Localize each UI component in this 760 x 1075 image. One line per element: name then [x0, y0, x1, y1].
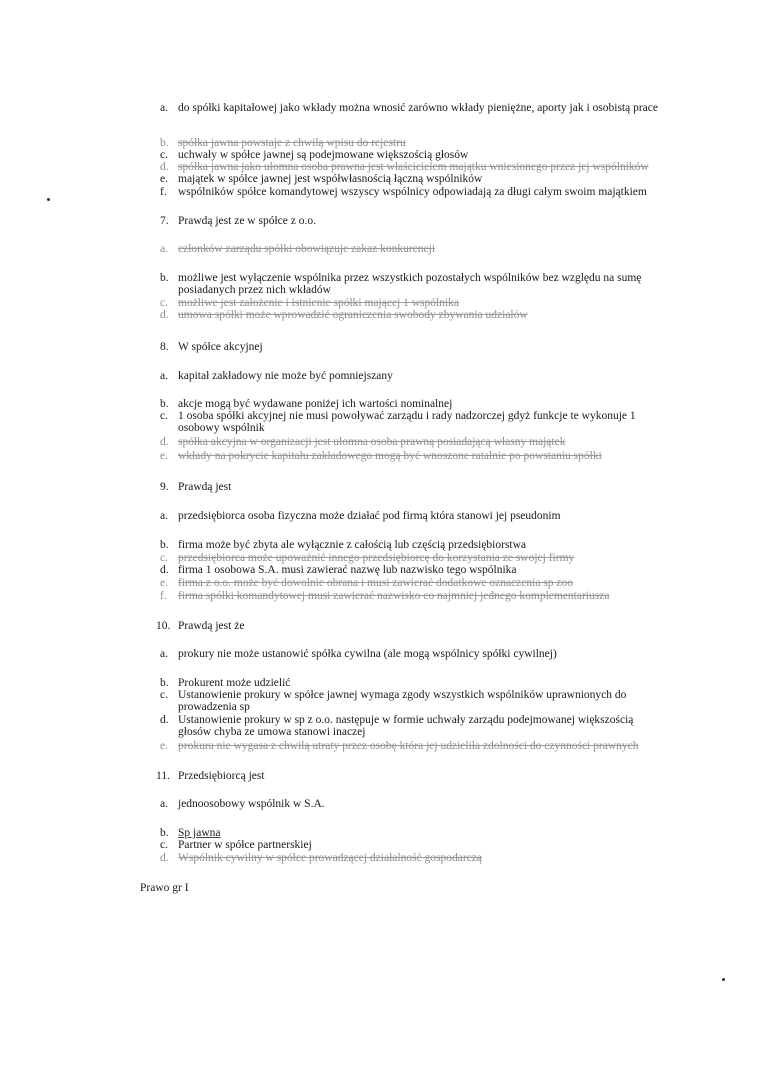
list-item: c. przedsiębiorca może upoważnić innego przedsiębiorcę do korzystania ze swojej firmy [160, 552, 575, 564]
list-item-continuation: posiadanych przez nich wkładów [178, 284, 331, 296]
list-item: d. umowa spółki może wprowadzić ograniczenia swobody zbywania udziałów [160, 309, 528, 321]
list-item: b. spółka jawna powstaje z chwilą wpisu do rejestru [160, 137, 406, 149]
list-item: e. majątek w spółce jawnej jest współwłasnością łączną wspólników [160, 173, 483, 185]
list-item: c. uchwały w spółce jawnej są podejmowane większością głosów [160, 149, 469, 161]
question-heading: 11. Przedsiębiorcą jest [156, 770, 265, 782]
list-item: e. firma z o.o. może być dowolnie obrana i musi zawierać dodatkowe oznaczenia sp zoo [160, 577, 573, 589]
list-item: d. Ustanowienie prokury w sp z o.o. następuje w formie uchwały zarządu podejmowanej większością [160, 714, 634, 726]
question-heading: 8. W spółce akcyjnej [160, 341, 263, 353]
scan-speck [722, 978, 725, 981]
question-heading: 7. Prawdą jest ze w spółce z o.o. [160, 215, 316, 227]
list-item: d. Wspólnik cywilny w spółce prowadzącej działalność gospodarczą [160, 852, 483, 864]
list-item: b. firma może być zbyta ale wyłącznie z całością lub częścią przedsiębiorstwa [160, 539, 527, 551]
question-heading: 9. Prawdą jest [160, 481, 232, 493]
list-item: f. wspólników spółce komandytowej wszyscy wspólnicy odpowiadają za długi całym swoim majątkiem [160, 186, 647, 198]
question-heading: 10. Prawdą jest że [156, 620, 245, 632]
page-footer: Prawo gr I [140, 882, 189, 894]
list-item: f. firma spółki komandytowej musi zawierać nazwisko co najmniej jednego komplementariusza [160, 590, 610, 602]
list-item: c. Ustanowienie prokury w spółce jawnej wymaga zgody wszystkich wspólników uprawnionych do [160, 689, 627, 701]
list-item: e. prokura nie wygasa z chwilą utraty przez osobę która jej udzieliła zdolności do czynności prawnych [160, 740, 639, 752]
list-item: d. spółka jawna jako ułomna osoba prawna jest właścicielem majątku wniesionego przez jej wspólników [160, 161, 649, 173]
list-item: d. firma 1 osobowa S.A. musi zawierać nazwę lub nazwisko tego wspólnika [160, 564, 517, 576]
list-item-continuation: prowadzenia sp [178, 701, 250, 713]
list-item-continuation: osobowy wspólnik [178, 422, 265, 434]
list-item: c. Partner w spółce partnerskiej [160, 839, 312, 851]
list-item: b. Sp jawna [160, 827, 221, 839]
list-item: a. przedsiębiorca osoba fizyczna może działać pod firmą która stanowi jej pseudonim [160, 510, 561, 522]
list-item: b. akcje mogą być wydawane poniżej ich wartości nominalnej [160, 398, 453, 410]
list-item: e. wkłady na pokrycie kapitału zakładowego mogą być wnoszone ratalnie po powstaniu spółki [160, 450, 602, 462]
list-item: a. jednoosobowy wspólnik w S.A. [160, 798, 325, 810]
scan-speck [47, 198, 50, 201]
list-item: a. prokury nie może ustanowić spółka cywilna (ale mogą wspólnicy spółki cywilnej) [160, 648, 557, 660]
list-item: b. możliwe jest wyłączenie wspólnika przez wszystkich pozostałych wspólników bez względu na sumę [160, 272, 642, 284]
list-item: d. spółka akcyjna w organizacji jest ułomna osoba prawną posiadającą własny majątek [160, 436, 566, 448]
list-item: a. do spółki kapitałowej jako wkłady można wnosić zarówno wkłady pieniężne, aporty jak i osobistą prace [160, 102, 658, 114]
list-item: c. możliwe jest założenie i istnienie spółki mającej 1 wspólnika [160, 297, 460, 309]
list-item: a. członków zarządu spółki obowiązuje zakaz konkurencji [160, 243, 436, 255]
list-item: c. 1 osoba spółki akcyjnej nie musi powoływać zarządu i rady nadzorczej gdyż funkcje te wykonuje 1 [160, 410, 636, 422]
list-item-continuation: głosów chyba ze umowa stanowi inaczej [178, 726, 366, 738]
list-item: a. kapitał zakładowy nie może być pomniejszany [160, 370, 393, 382]
list-item: b. Prokurent może udzielić [160, 677, 291, 689]
